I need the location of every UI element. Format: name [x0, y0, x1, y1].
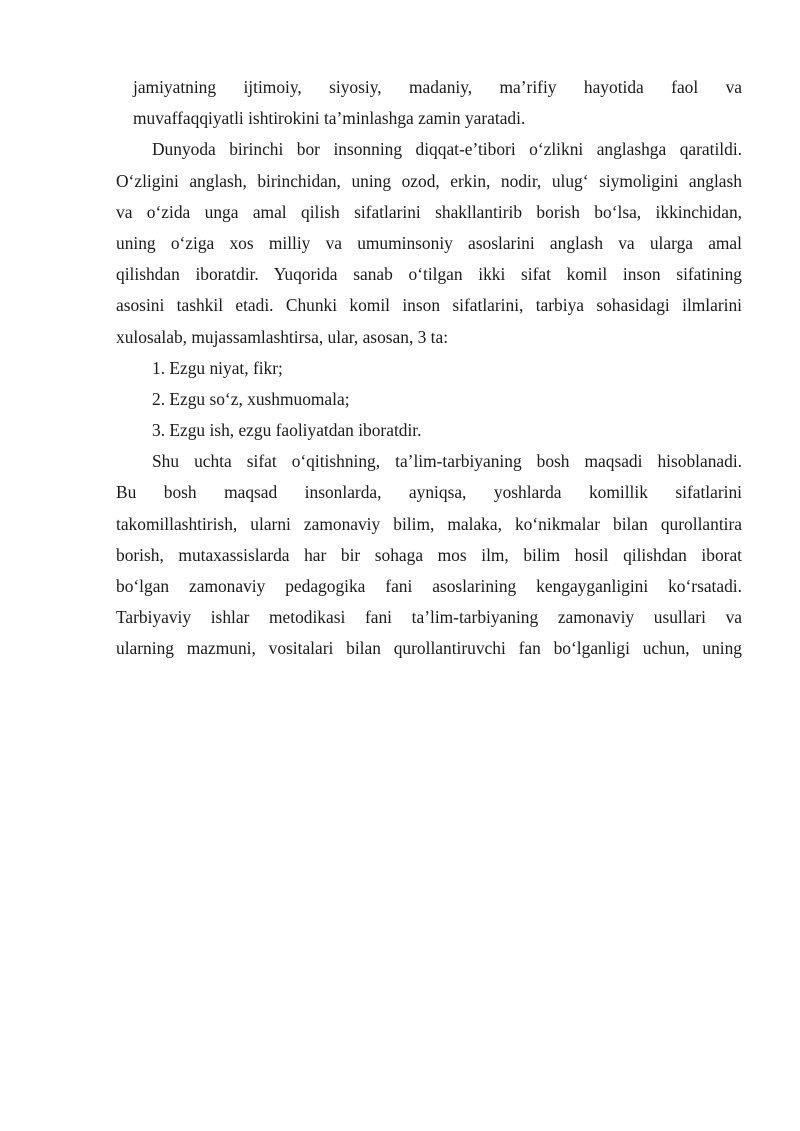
text-line: qilishdan iboratdir. Yuqorida sanab o‘tilgan ikki sifat komil inson sifatining — [116, 264, 742, 285]
text-line: xulosalab, mujassamlashtirsa, ular, asosan, 3 ta: — [116, 326, 449, 347]
text-line: Dunyoda birinchi bor insonning diqqat-e’tibori o‘zlikni anglashga qaratildi. — [152, 139, 742, 160]
text-line: Tarbiyaviy ishlar metodikasi fani ta’lim-tarbiyaning zamonaviy usullari va — [116, 607, 742, 628]
text-line: 2. Ezgu so‘z, xushmuomala; — [152, 388, 350, 409]
text-line: bo‘lgan zamonaviy pedagogika fani asoslarining kengayganligini ko‘rsatadi. — [116, 576, 742, 596]
text-line: jamiyatning ijtimoiy, siyosiy, madaniy, ma’rifiy hayotida faol va — [133, 77, 742, 97]
text-line: Shu uchta sifat o‘qitishning, ta’lim-tarbiyaning bosh maqsadi hisoblanadi. — [152, 451, 742, 472]
text-line: va o‘zida unga amal qilish sifatlarini shakllantirib borish bo‘lsa, ikkinchidan, — [116, 201, 742, 222]
text-line: 1. Ezgu niyat, fikr; — [152, 357, 283, 378]
text-line: muvaffaqqiyatli ishtirokini ta’minlashga zamin yaratadi. — [133, 108, 526, 129]
text-line: O‘zligini anglash, birinchidan, uning ozod, erkin, nodir, ulug‘ siymoligini anglash — [116, 170, 742, 191]
text-line: uning o‘ziga xos milliy va umuminsoniy asoslarini anglash va ularga amal — [116, 232, 742, 253]
text-line: 3. Ezgu ish, ezgu faoliyatdan iboratdir. — [152, 420, 422, 441]
document-body — [116, 72, 742, 665]
text-line: Bu bosh maqsad insonlarda, ayniqsa, yoshlarda komillik sifatlarini — [116, 482, 742, 503]
text-line: borish, mutaxassislarda har bir sohaga mos ilm, bilim hosil qilishdan iborat — [116, 544, 742, 565]
text-line: takomillashtirish, ularni zamonaviy bilim, malaka, ko‘nikmalar bilan qurollantira — [116, 513, 742, 534]
text-line: asosini tashkil etadi. Chunki komil inson sifatlarini, tarbiya sohasidagi ilmlarini — [116, 295, 742, 316]
text-line: ularning mazmuni, vositalari bilan qurollantiruvchi fan bo‘lganligi uchun, uning — [116, 638, 742, 659]
